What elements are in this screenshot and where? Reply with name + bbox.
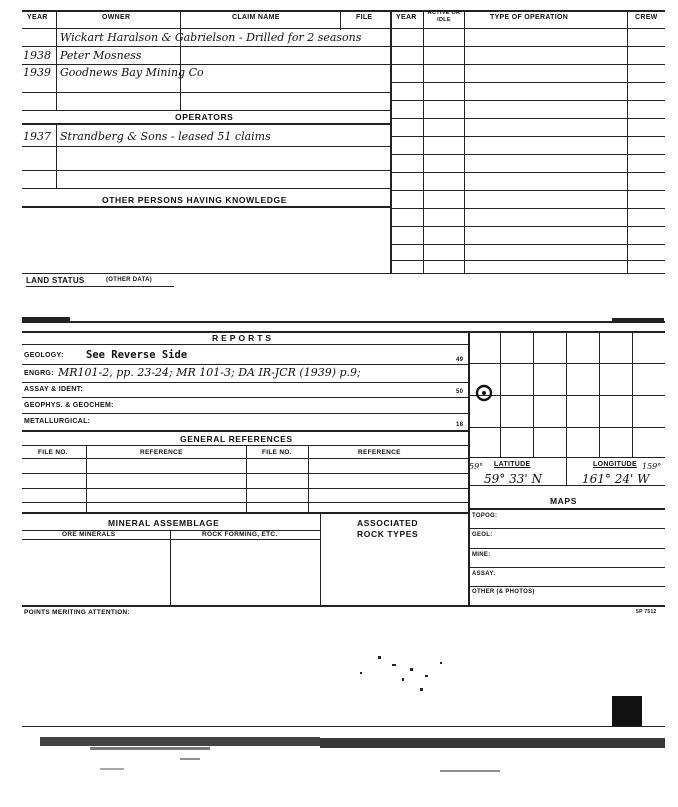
longitude-value: 161° 24' W bbox=[582, 472, 650, 486]
engrg-label: ENGRG: bbox=[24, 370, 54, 377]
maps-assay-label: ASSAY: bbox=[472, 571, 496, 577]
metallurgical-label: METALLURGICAL: bbox=[24, 418, 91, 425]
rock-forming-label: ROCK FORMING, ETC. bbox=[202, 531, 278, 538]
geology-label: GEOLOGY: bbox=[24, 352, 64, 359]
ref-col-file-no-2: FILE NO. bbox=[262, 449, 292, 456]
maps-geol-label: GEOL: bbox=[472, 532, 493, 538]
engrg-value: MR101-2, pp. 23-24; MR 101-3; DA IR-JCR (1939) p.9; bbox=[58, 366, 361, 379]
num-18: 18 bbox=[456, 422, 464, 428]
longitude-label: LONGITUDE bbox=[593, 461, 637, 468]
associated-label: ASSOCIATED bbox=[357, 518, 419, 528]
num-50: 50 bbox=[456, 389, 464, 395]
land-status-sub: (OTHER DATA) bbox=[106, 277, 153, 283]
lat-left: 59° bbox=[469, 462, 484, 471]
header-file: FILE bbox=[356, 14, 373, 21]
assay-ident-label: ASSAY & IDENT: bbox=[24, 386, 84, 393]
header-active-or-idle: ACTIVE OR IDLE bbox=[427, 10, 461, 23]
owner-row-1-text: Wickart Haralson & Gabrielson - Drilled for 2 seasons bbox=[60, 31, 362, 44]
operators-label: OPERATORS bbox=[175, 112, 234, 122]
owner-row-3-text: Goodnews Bay Mining Co bbox=[60, 66, 204, 79]
owner-row-2-text: Peter Mosness bbox=[60, 49, 142, 62]
header-owner: OWNER bbox=[102, 14, 131, 21]
geology-value: See Reverse Side bbox=[86, 349, 188, 361]
latitude-label: LATITUDE bbox=[494, 461, 531, 468]
operator-row-1-year: 1937 bbox=[23, 130, 51, 143]
header-type-of-operation: TYPE OF OPERATION bbox=[490, 14, 569, 21]
general-references-title: GENERAL REFERENCES bbox=[180, 434, 293, 444]
ref-col-file-no-1: FILE NO. bbox=[38, 449, 68, 456]
maps-title: MAPS bbox=[550, 496, 577, 506]
owner-row-2-year: 1938 bbox=[23, 49, 51, 62]
owner-row-3-year: 1939 bbox=[23, 66, 51, 79]
maps-topog-label: TOPOG: bbox=[472, 513, 498, 519]
land-status-label: LAND STATUS bbox=[26, 276, 85, 285]
header-year: YEAR bbox=[27, 14, 48, 21]
ref-col-reference-2: REFERENCE bbox=[358, 449, 401, 456]
header-claim-name: CLAIM NAME bbox=[232, 14, 280, 21]
form-number: 5P 7512 bbox=[636, 609, 657, 615]
reports-title: REPORTS bbox=[212, 333, 275, 343]
header-year-right: YEAR bbox=[396, 14, 417, 21]
other-persons-label: OTHER PERSONS HAVING KNOWLEDGE bbox=[102, 195, 288, 205]
mineral-assemblage-title: MINERAL ASSEMBLAGE bbox=[108, 518, 220, 528]
lon-right: 159° bbox=[642, 462, 662, 471]
latitude-value: 59° 33' N bbox=[484, 472, 542, 486]
ref-col-reference-1: REFERENCE bbox=[140, 449, 183, 456]
geophys-label: GEOPHYS. & GEOCHEM: bbox=[24, 402, 114, 409]
num-49: 49 bbox=[456, 357, 464, 363]
maps-other-label: OTHER (& PHOTOS) bbox=[472, 589, 535, 595]
header-crew: CREW bbox=[635, 14, 658, 21]
points-meriting-attention-label: POINTS MERITING ATTENTION: bbox=[24, 609, 131, 616]
maps-mine-label: MINE: bbox=[472, 552, 491, 558]
rock-types-label: ROCK TYPES bbox=[357, 529, 419, 539]
ore-minerals-label: ORE MINERALS bbox=[62, 531, 116, 538]
operator-row-1-text: Strandberg & Sons - leased 51 claims bbox=[60, 130, 271, 143]
location-marker-icon bbox=[473, 382, 495, 404]
